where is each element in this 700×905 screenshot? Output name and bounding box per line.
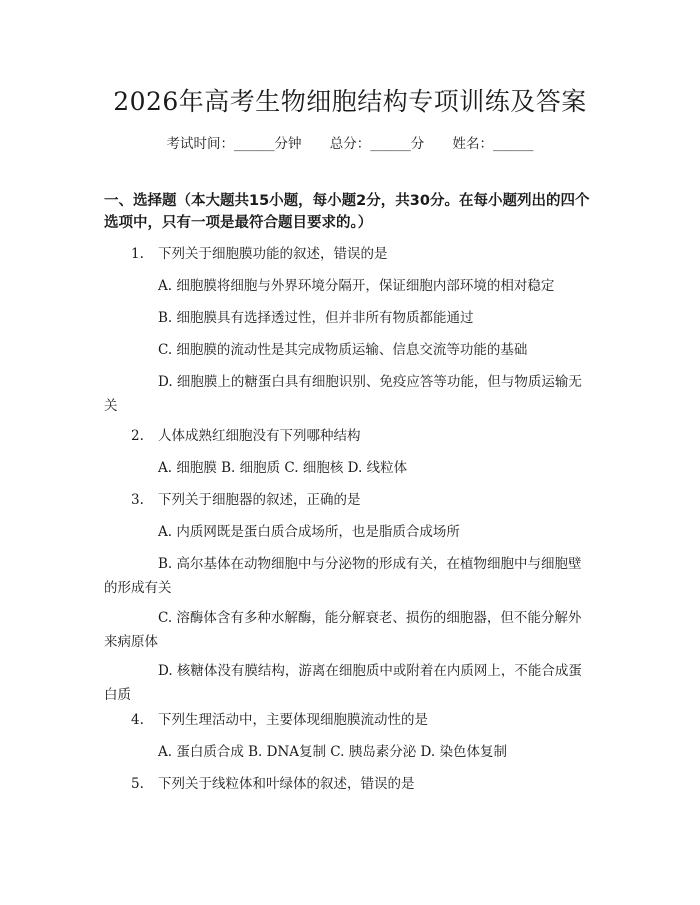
section-heading: 一、选择题（本大题共15小题，每小题2分，共30分。在每小题列出的四个选项中，只有一项是最符合题目要求的。） [104,193,590,231]
student-name: 姓名：______ [452,136,534,152]
question-stem: 人体成熟红细胞没有下列哪种结构 [158,428,361,444]
question-4 [131,708,428,732]
q1-option-a: A. 细胞膜将细胞与外界环境分隔开，保证细胞内部环境的相对稳定 [158,278,555,294]
question-number: 5. [131,776,144,792]
q4-options: A. 蛋白质合成 B. DNA复制 C. 胰岛素分泌 D. 染色体复制 [158,744,507,760]
q3-option-b: B. 高尔基体在动物细胞中与分泌物的形成有关，在植物细胞中与细胞壁的形成有关 [104,556,582,596]
total-score: 总分：______分 [329,136,425,152]
page-title: 2026年高考生物细胞结构专项训练及答案 [113,87,587,116]
exam-time: 考试时间：______分钟 [166,136,302,152]
question-number: 3. [131,492,144,508]
question-3 [131,488,361,512]
q3-option-d: D. 核糖体没有膜结构，游离在细胞质中或附着在内质网上，不能合成蛋白质 [104,663,582,703]
question-stem: 下列生理活动中，主要体现细胞膜流动性的是 [158,712,428,728]
exam-meta [0,132,700,152]
q3-option-a: A. 内质网既是蛋白质合成场所，也是脂质合成场所 [158,524,460,540]
q1-option-b: B. 细胞膜具有选择透过性，但并非所有物质都能通过 [158,310,474,326]
question-2 [131,424,361,448]
q3-option-c: C. 溶酶体含有多种水解酶，能分解衰老、损伤的细胞器，但不能分解外来病原体 [104,610,582,650]
question-5 [131,772,415,796]
q2-options: A. 细胞膜 B. 细胞质 C. 细胞核 D. 线粒体 [158,460,408,476]
question-number: 4. [131,712,144,728]
question-1 [131,242,388,266]
question-number: 1. [131,246,144,262]
q1-option-c: C. 细胞膜的流动性是其完成物质运输、信息交流等功能的基础 [158,342,528,358]
q1-option-d: D. 细胞膜上的糖蛋白具有细胞识别、免疫应答等功能，但与物质运输无关 [104,374,582,414]
question-stem: 下列关于细胞器的叙述，正确的是 [158,492,361,508]
question-stem: 下列关于线粒体和叶绿体的叙述，错误的是 [158,776,415,792]
question-stem: 下列关于细胞膜功能的叙述，错误的是 [158,246,388,262]
question-number: 2. [131,428,144,444]
